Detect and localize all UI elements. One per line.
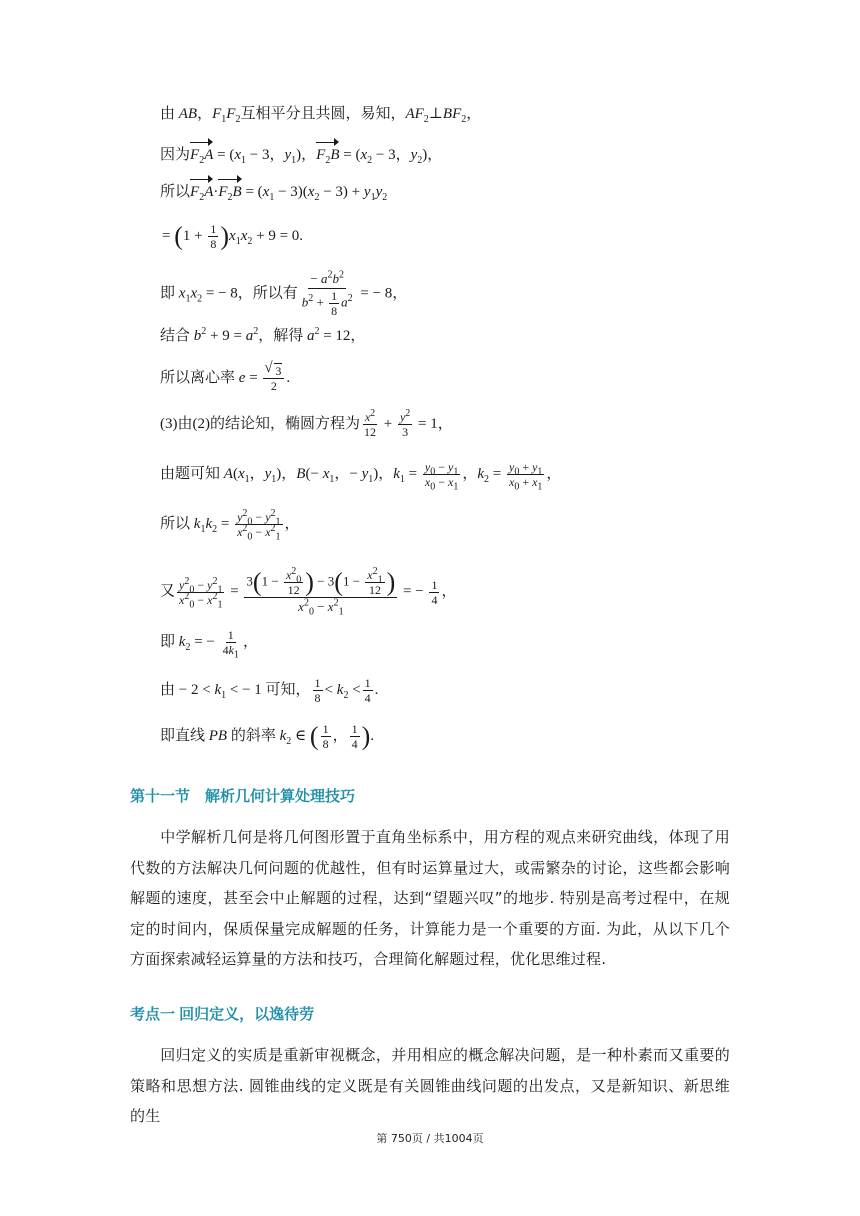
section-title: 第十一节 解析几何计算处理技巧 [130,788,356,805]
solution-line-10: 所以 $k_1k_2$ = $\frac{y^2_0 - y^2_1}{x^2_0 - x^2_1}$ ， [160,508,300,543]
solution-line-5: 即 $x_1x_2$ = − 8，所以有 − $a^2b^2$ $b^2$ + $\frac{1}{8}$ $a^2$ = − 8， [160,269,408,318]
topic-paragraph: 回归定义的实质是重新审视概念，并用相应的概念解决问题，是一种朴素而又重要的策略和思想方法. 圆锥曲线的定义既是有关圆锥曲线问题的出发点，又是新知识、新思维的生 [130,1046,730,1125]
solution-line-2: 因为$F_2A = (x_1 - 3$，$y_1$)，$F_2B = (x_2 - 3$，$y_2$)， [160,147,443,166]
solution-line-14: 即直线 PB 的斜率 $k_2$ ∈ ( $\frac{1}{8}$ ， $\frac{1}{4}$ ). [160,721,374,751]
solution-line-13: 由 − $2 < k_1$ < − 1 可知， $\frac{1}{8}$ < $k_2$ < $\frac{1}{4}$ . [160,676,379,705]
solution-line-9: 由题可知 $A(x_1$，$y_1$)，$B(- x_1$，− $y_1$)，$k_1$ = $\frac{y_0 - y_1}{x_0 - x_1}$ ，$k_2$ = $\frac{y_0 + y_1}{x_0 + x_1}$ ， [160,460,562,493]
topic-title: 考点一 回归定义，以逸待劳 [130,1006,315,1023]
solution-line-4: = (1 + $\frac{1}{8}$ )$x_1x_2 + 9 = 0$. [162,221,304,251]
solution-line-3: 所以$F_2A\cdot F_2B = (x_1 - 3)(x_2 - 3) + y_1y_2$ [160,184,388,203]
solution-line-12: 即 $k_2$ = − $\frac{1}{4k_1}$ ， [160,628,258,661]
solution-line-1: 由 AB，$F_1F_2$互相平分且共圆，易知，$AF_2\perp BF_2$， [160,106,482,125]
solution-line-7: 所以离心率 e = √ $\frac{3}{2}$ . [160,364,290,393]
solution-line-11: 又 $\frac{y^2_0 - y^2_1}{x^2_0 - x^2_1}$ = 3(1 − $\frac{x^2_0}{12}$ ) − 3(1 − $\frac{x^2_1}{12}$ ) $x^2_0 - x^2_1$ = − $\frac{1}{4}$ ， [160,566,457,618]
solution-line-8: (3)由(2)的结论知，椭圆方程为 $\frac{x^2}{12}$ + $\frac{y^2}{3}$ = 1， [160,408,453,439]
intro-paragraph: 中学解析几何是将几何图形置于直角坐标系中，用方程的观点来研究曲线，体现了用代数的方法解决几何问题的优越性，但有时运算量过大，或需繁杂的讨论，这些都会影响解题的速度，甚至会中止解题的过程，达到“望题兴叹”的地步. 特别是高考过程中，在规定的时间内，保质保量完成解题的任务，计算能力是一个重要的方面. 为此，从以下几个方面探索减轻运算量的方法和技巧，合理简化解题过程，优化思维过程. [130,828,730,968]
solution-line-6: 结合 $b^2 + 9 = a^2$，解得 $a^2 = 12$， [160,326,366,344]
page-footer: 第 750页 / 共1004页 [376,1132,484,1145]
